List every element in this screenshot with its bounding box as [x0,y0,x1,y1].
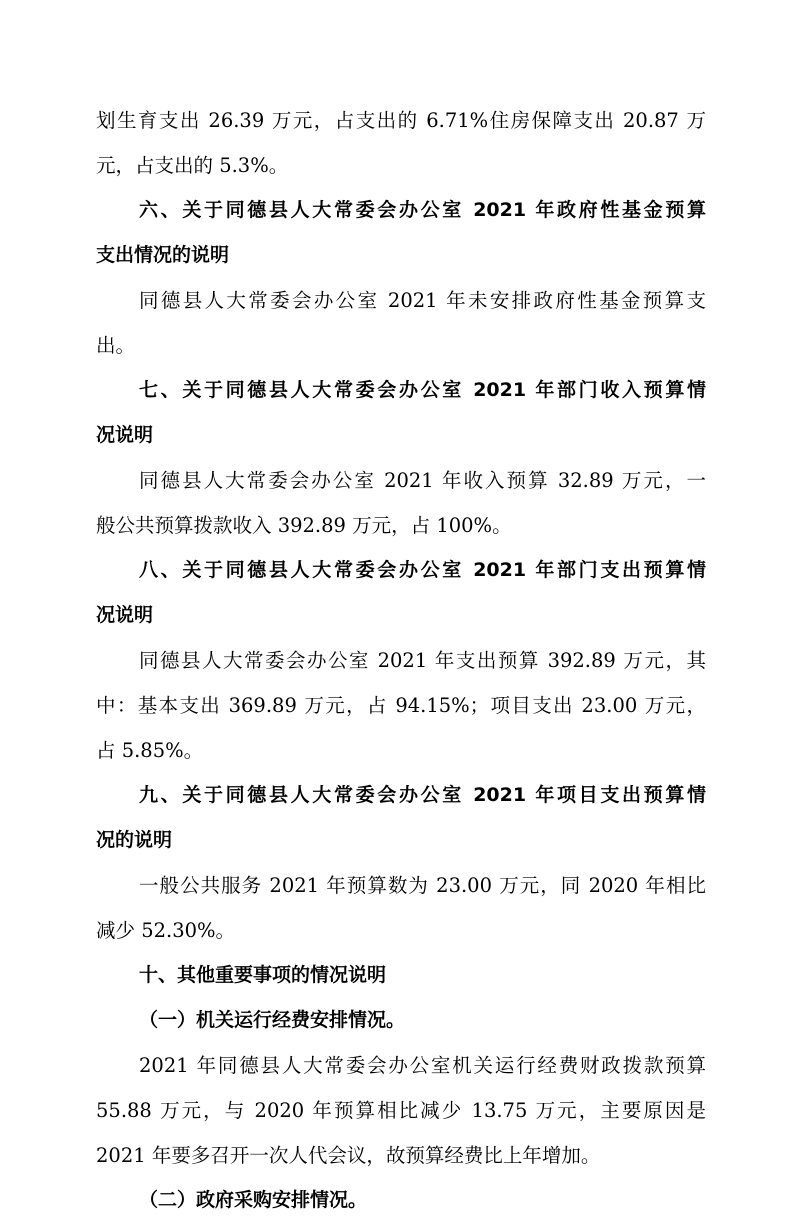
section-heading: 六、关于同德县人大常委会办公室 2021 年政府性基金预算 [139,199,706,221]
paragraph-line: 划生育支出 26.39 万元，占支出的 6.71%住房保障支出 20.87 万 [96,109,706,132]
paragraph-line: 2021 年要多召开一次人代会议，故预算经费比上年增加。 [96,1144,601,1167]
paragraph-line: 占 5.85%。 [96,739,204,762]
subsection-heading: （一）机关运行经费安排情况。 [139,1009,406,1031]
paragraph-line: 般公共预算拨款收入 392.89 万元，占 100%。 [96,514,512,537]
paragraph-line: 中：基本支出 369.89 万元，占 94.15%；项目支出 23.00 万元， [96,694,706,717]
paragraph-line: 同德县人大常委会办公室 2021 年收入预算 32.89 万元，一 [139,469,706,492]
section-heading: 况说明 [96,604,154,626]
section-heading: 九、关于同德县人大常委会办公室 2021 年项目支出预算情 [139,784,706,806]
paragraph-line: 元，占支出的 5.3%。 [96,154,289,177]
section-heading: 况的说明 [96,829,173,851]
paragraph-line: 出。 [96,334,136,357]
section-heading: 十、其他重要事项的情况说明 [139,964,387,986]
section-heading: 八、关于同德县人大常委会办公室 2021 年部门支出预算情 [139,559,706,581]
subsection-heading: （二）政府采购安排情况。 [139,1189,368,1211]
paragraph-line: 2021 年同德县人大常委会办公室机关运行经费财政拨款预算 [139,1054,706,1077]
paragraph-line: 减少 52.30%。 [96,919,236,942]
paragraph-line: 同德县人大常委会办公室 2021 年支出预算 392.89 万元，其 [139,649,706,672]
paragraph-line: 一般公共服务 2021 年预算数为 23.00 万元，同 2020 年相比 [139,874,706,897]
section-heading: 况说明 [96,424,154,446]
section-heading: 七、关于同德县人大常委会办公室 2021 年部门收入预算情 [139,379,706,401]
paragraph-line: 55.88 万元，与 2020 年预算相比减少 13.75 万元，主要原因是 [96,1099,706,1122]
paragraph-line: 同德县人大常委会办公室 2021 年未安排政府性基金预算支 [139,289,706,312]
document-body [96,98,706,1223]
section-heading: 支出情况的说明 [96,244,230,266]
